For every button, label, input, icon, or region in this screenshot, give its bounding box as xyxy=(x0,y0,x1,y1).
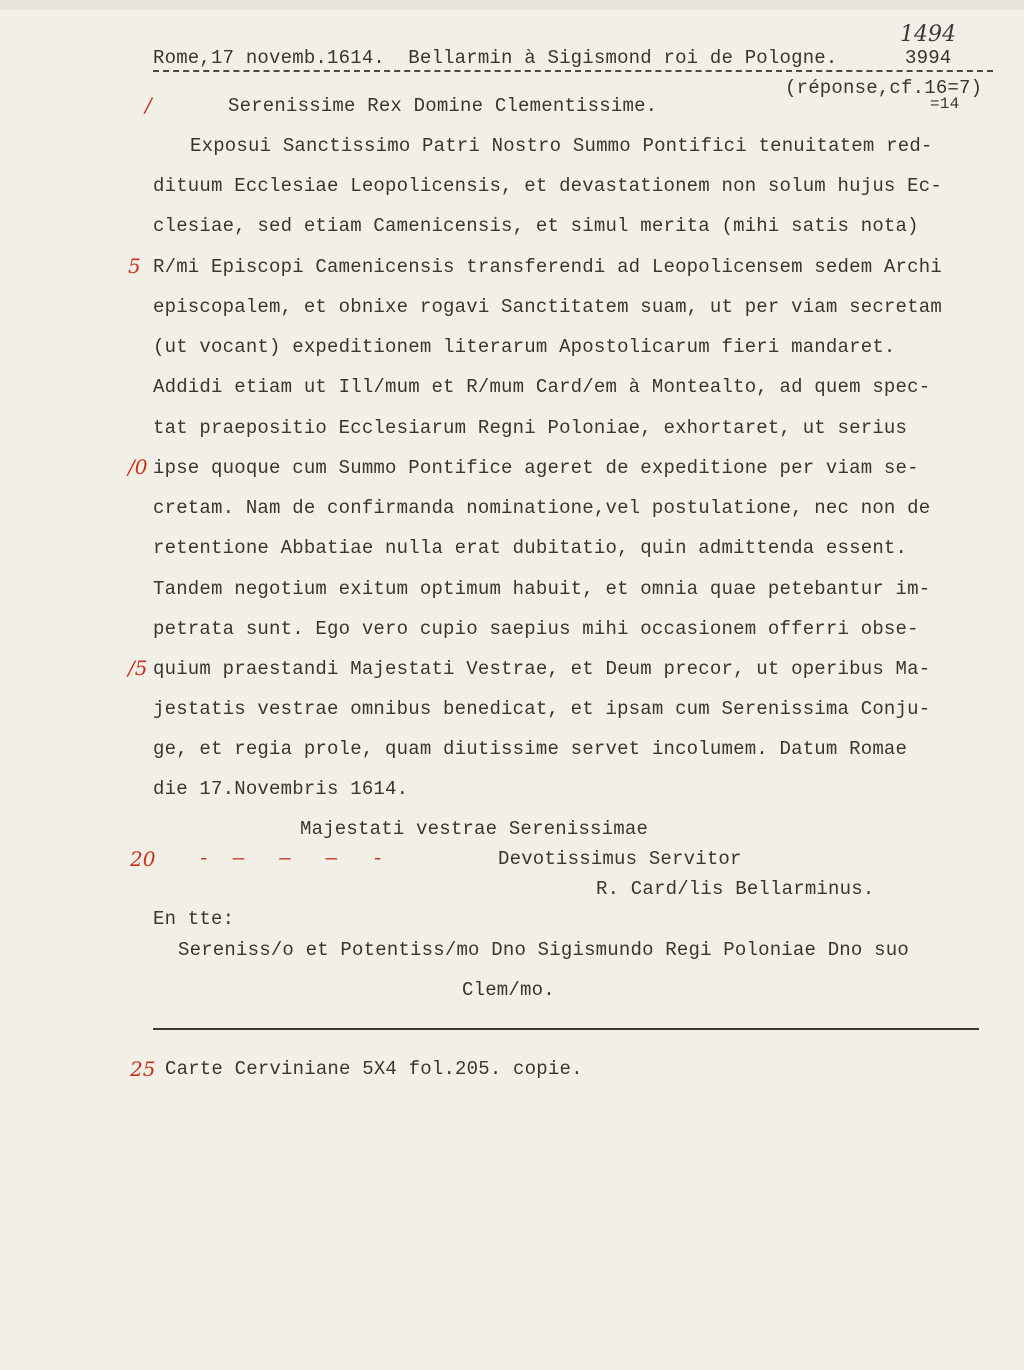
margin-number-20: 20 xyxy=(130,847,156,871)
address-label: En tte: xyxy=(153,908,235,930)
signature: R. Card/lis Bellarminus. xyxy=(596,878,875,900)
body-line: Tandem negotium exitum optimum habuit, et omnia quae petebantur im- xyxy=(153,578,931,600)
closing-dashes: - — — — - xyxy=(198,848,384,870)
salutation: Serenissime Rex Domine Clementissime. xyxy=(228,95,658,117)
body-line: episcopalem, et obnixe rogavi Sanctitatem suam, ut per viam secretam xyxy=(153,296,942,318)
source-note: Carte Cerviniane 5X4 fol.205. copie. xyxy=(165,1058,583,1080)
margin-number-5: 5 xyxy=(128,254,141,278)
reference-number: 3994 xyxy=(905,47,952,69)
body-line: cretam. Nam de confirmanda nominatione,vel postulatione, nec non de xyxy=(153,497,931,519)
margin-number-10: /0 xyxy=(128,455,148,479)
footer-rule xyxy=(153,1028,979,1030)
body-line: ge, et regia prole, quam diutissime servet incolumem. Datum Romae xyxy=(153,738,908,760)
body-line: jestatis vestrae omnibus benedicat, et ipsam cum Serenissima Conju- xyxy=(153,698,931,720)
body-line: quium praestandi Majestati Vestrae, et Deum precor, ut operibus Ma- xyxy=(153,658,931,680)
document-heading: Rome,17 novemb.1614. Bellarmin à Sigismond roi de Pologne. xyxy=(153,47,838,69)
body-line: dituum Ecclesiae Leopolicensis, et devastationem non solum hujus Ec- xyxy=(153,175,942,197)
address-line: Sereniss/o et Potentiss/mo Dno Sigismundo Regi Poloniae Dno suo xyxy=(178,939,909,961)
body-line: retentione Abbatiae nulla erat dubitatio, quin admittenda essent. xyxy=(153,537,908,559)
scan-top-edge xyxy=(0,0,1024,10)
response-note: (réponse,cf.16=7) xyxy=(785,77,983,99)
sub-note: =14 xyxy=(930,95,960,113)
body-line: ipse quoque cum Summo Pontifice ageret de expeditione per viam se- xyxy=(153,457,919,479)
body-line: Exposui Sanctissimo Patri Nostro Summo Pontifici tenuitatem red- xyxy=(190,135,933,157)
body-line: clesiae, sed etiam Camenicensis, et simul merita (mihi satis nota) xyxy=(153,215,919,237)
body-line: R/mi Episcopi Camenicensis transferendi ad Leopolicensem sedem Archi xyxy=(153,256,942,278)
closing-line: Devotissimus Servitor xyxy=(498,848,742,870)
body-line: petrata sunt. Ego vero cupio saepius mihi occasionem offerri obse- xyxy=(153,618,919,640)
address-line: Clem/mo. xyxy=(462,979,555,1001)
margin-number-25: 25 xyxy=(130,1057,156,1081)
margin-number-15: /5 xyxy=(128,656,148,680)
body-line: tat praepositio Ecclesiarum Regni Poloniae, exhortaret, ut serius xyxy=(153,417,908,439)
heading-dashed-rule xyxy=(153,70,993,72)
body-line: Addidi etiam ut Ill/mum et R/mum Card/em à Montealto, ad quem spec- xyxy=(153,376,931,398)
handwritten-number: 1494 xyxy=(900,22,956,47)
body-line: (ut vocant) expeditionem literarum Apostolicarum fieri mandaret. xyxy=(153,336,896,358)
body-line: die 17.Novembris 1614. xyxy=(153,778,409,800)
closing-line: Majestati vestrae Serenissimae xyxy=(300,818,649,840)
margin-number-1: / xyxy=(145,93,152,117)
